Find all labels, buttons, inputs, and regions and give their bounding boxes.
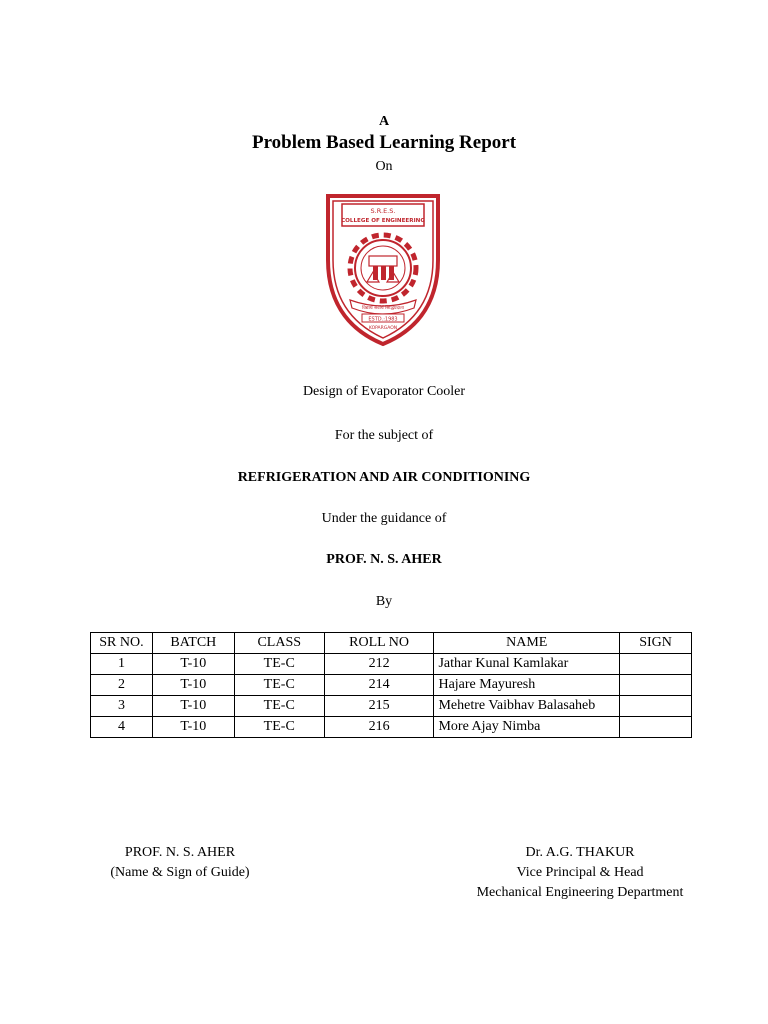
guide-name: PROF. N. S. AHER [326,552,442,567]
students-table [90,632,692,738]
title-on: On [375,159,393,174]
subject-intro: For the subject of [334,428,434,443]
cell-batch: T-10 [152,654,234,675]
cell-class: TE-C [234,654,324,675]
cell-sign [620,675,692,696]
table-row [91,654,692,675]
cell-sr: 1 [91,654,153,675]
table-header-row [91,633,692,654]
cell-class: TE-C [234,675,324,696]
hod-signature-block [430,843,730,903]
logo-estd: ESTD.:1983 [368,316,398,323]
col-header-sr: SR NO. [91,633,153,654]
by-label: By [375,594,393,609]
table-row [91,696,692,717]
cell-roll: 215 [324,696,434,717]
cell-roll: 216 [324,717,434,738]
col-header-class: CLASS [234,633,324,654]
cell-name: Jathar Kunal Kamlakar [434,654,620,675]
cell-roll: 214 [324,675,434,696]
logo-org: S.R.E.S. [370,207,396,215]
cell-sign [620,654,692,675]
col-header-batch: BATCH [152,633,234,654]
college-logo [322,190,444,348]
cell-class: TE-C [234,696,324,717]
cell-name: Mehetre Vaibhav Balasaheb [434,696,620,717]
cell-sr: 3 [91,696,153,717]
cell-sr: 4 [91,717,153,738]
col-header-roll: ROLL NO [324,633,434,654]
logo-college: COLLEGE OF ENGINEERING [341,218,425,224]
guide-signature-role: (Name & Sign of Guide) [110,865,250,880]
logo-motto: विद्यार्थ सर्वार्थ सिद्धिप्रदाता [362,306,404,311]
hod-signature-name: Dr. A.G. THAKUR [525,845,635,860]
subject-name: REFRIGERATION AND AIR CONDITIONING [237,470,531,485]
hod-signature-role: Vice Principal & Head [516,865,644,880]
guide-signature-name: PROF. N. S. AHER [124,845,236,860]
cell-sign [620,696,692,717]
cell-batch: T-10 [152,717,234,738]
cell-sr: 2 [91,675,153,696]
hod-signature-dept: Mechanical Engineering Department [476,885,684,900]
title-prefix: A [378,114,390,129]
cell-batch: T-10 [152,696,234,717]
guide-signature-block [60,843,300,883]
col-header-sign: SIGN [620,633,692,654]
cell-name: Hajare Mayuresh [434,675,620,696]
project-topic: Design of Evaporator Cooler [302,384,466,399]
report-title: Problem Based Learning Report [251,132,517,153]
cell-class: TE-C [234,717,324,738]
cell-name: More Ajay Nimba [434,717,620,738]
guidance-intro: Under the guidance of [321,511,447,526]
table-row [91,675,692,696]
table-row [91,717,692,738]
cell-roll: 212 [324,654,434,675]
cell-batch: T-10 [152,675,234,696]
cell-sign [620,717,692,738]
col-header-name: NAME [434,633,620,654]
logo-place: KOPARGAON [368,326,398,331]
